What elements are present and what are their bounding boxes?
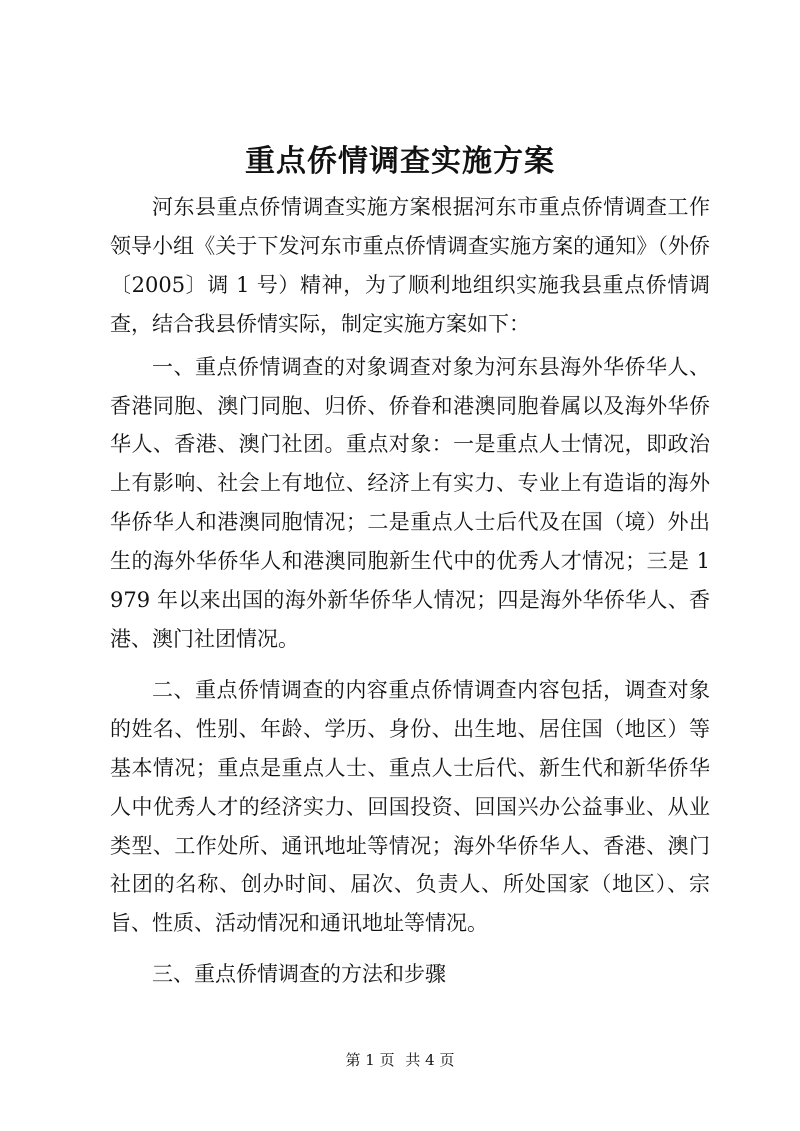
page-number: 第 1 页 bbox=[345, 1051, 395, 1069]
total-pages: 共 4 页 bbox=[405, 1051, 455, 1069]
page-footer bbox=[0, 1050, 800, 1070]
document-body bbox=[110, 188, 710, 998]
section-3-heading: 三、重点侨情调查的方法和步骤 bbox=[152, 962, 446, 987]
document-title: 重点侨情调查实施方案 bbox=[245, 144, 555, 179]
section-2-paragraph: 二、重点侨情调查的内容重点侨情调查内容包括，调查对象的姓名、性别、年龄、学历、身份、出生地、居住国（地区）等基本情况；重点是重点人士、重点人士后代、新生代和新华侨华人中优秀人才的经济实力、回国投资、回国兴办公益事业、从业类型、工作处所、通讯地址等情况；海外华侨华人、香港、澳门社团的名称、创办时间、届次、负责人、所处国家（地区）、宗旨、性质、活动情况和通讯地址等情况。 bbox=[110, 677, 710, 936]
section-1-paragraph: 一、重点侨情调查的对象调查对象为河东县海外华侨华人、香港同胞、澳门同胞、归侨、侨眷和港澳同胞眷属以及海外华侨华人、香港、澳门社团。重点对象：一是重点人士情况，即政治上有影响、社会上有地位、经济上有实力、专业上有造诣的海外华侨华人和港澳同胞情况；二是重点人士后代及在国（境）外出生的海外华侨华人和港澳同胞新生代中的优秀人才情况；三是 1979 年以来出国的海外新华侨华人情况；四是海外华侨华人、香港、澳门社团情况。 bbox=[110, 354, 710, 651]
intro-paragraph: 河东县重点侨情调查实施方案根据河东市重点侨情调查工作领导小组《关于下发河东市重点侨情调查实施方案的通知》（外侨〔2005〕调 1 号）精神，为了顺利地组织实施我县重点侨情调查，结合我县侨情实际，制定实施方案如下： bbox=[110, 195, 710, 336]
